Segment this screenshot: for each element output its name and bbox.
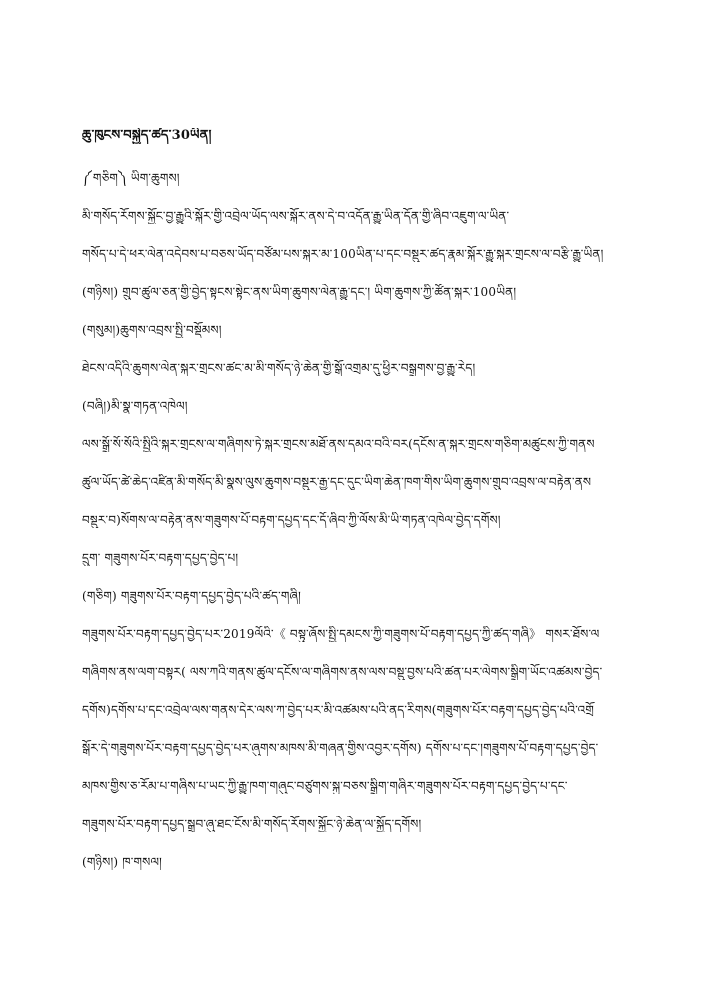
subsection-heading: ༼གཅིག༽ ཡིག་ཆུགས།	[82, 171, 180, 185]
subsection-heading: (གཅིག) གཟུགས་པོར་བརྟག་དཔྱད་བྱེད་པའི་ཚད་གཞི།	[82, 589, 301, 603]
body-text-line: དགོས)དགོས་པ་དང་འབྲེལ་ལས་གནས་དེར་ལས་ཀ་བྱེད་པར་མི་འཚམས་པའི་ནད་རིགས(གཟུགས་པོར་བརྟག་དཔྱད་བྱེད་པའི་འགྲོ	[82, 703, 595, 717]
body-text-line: བསྡུར་བ)སོགས་ལ་བརྟེན་ནས་གཟུགས་པོ་བརྟག་དཔྱད་དང་དོ་ཞིབ་ཀྱི་ལོས་མི་ཡི་གཏན་འཁེལ་བྱེད་དགོས།	[82, 513, 501, 527]
body-text-line: ཐེངས་འདིའི་ཆུགས་ལེན་སྐར་གྲངས་ཚང་མ་མི་གསོད་ཉེ་ཆེན་གྱི་སྒོ་འགྲམ་དུ་ཕྱིར་བསྒྲགས་བྱ་རྒྱུ་རེད།	[82, 361, 476, 375]
subsection-heading: (བཞི།)མི་སྣ་གཏན་འཁེལ།	[82, 399, 188, 413]
body-text-line: (གཉིས།) གྲུབ་ཚུལ་ཅན་གྱི་བྱེད་སྟངས་སྟེང་ནས་ཡིག་ཆུགས་ལེན་རྒྱུ་དང་། ཡིག་ཆུགས་ཀྱི་ཚོན་སྐར་100ཡིན།	[82, 285, 517, 299]
body-text-line: མཁས་གྱིས་ཅ་རོམ་པ་གཞིས་པ་ཡང་ཀྱི་རྒྱུ་ཁག་གཞུང་བཙུགས་སྐུ་བཅས་སྒྲིག་གཞིར་གཟུགས་པོར་བརྟག་དཔྱད་བྱེད་པ་དང་	[82, 779, 568, 793]
body-text-line: མི་གསོད་རོགས་སྐྱོང་བྱ་རྒྱུའི་སྐོར་གྱི་འབྲེལ་ཡོད་ལས་སྐོར་ནས་དེ་བ་འདོན་རྒྱུ་ཡིན་དོན་གྱི་ཞིབ་འཇུག་ལ་ཡིན་	[82, 209, 510, 223]
subsection-heading: (གསུམ།)ཆུགས་འབྲས་སྤྱི་བསྡོམས།	[82, 323, 222, 337]
body-text-line: ལས་སྒྲོ་སོ་སོའི་སྤྱིའི་སྐར་གྲངས་ལ་གཞིགས་ཏེ་སྐར་གྲངས་མཐོ་ནས་དམའ་བའི་བར(དངོས་ན་སྐར་གྲངས་གཅིག་མཚུངས་ཀྱི་གནས	[82, 437, 595, 451]
body-text-line: སྒོར་དེ་གཟུགས་པོར་བརྟག་དཔྱད་བྱེད་པར་ཞུགས་མཁས་མི་གཞན་གྱིས་འབྱར་དགོས) དགོས་པ་དང་།གཟུགས་པོ་བརྟག་དཔྱད་བྱེད་	[82, 741, 599, 755]
body-text-line: གཟུགས་པོར་བརྟག་དཔྱད་བྱེད་པར་2019ལོའི་《 བསྟུ་ཞོས་སྤྱི་དམངས་ཀྱི་གཟུགས་པོ་བརྟག་དཔྱད་ཀྱི་ཚད་གཞི》 གསར་ཐོས་ལ	[82, 627, 600, 641]
body-text-line: ཚུལ་ཡོད་ཚེ་ཆེད་འཛིན་མི་གསོད་མི་སྣས་ལུས་ཆུགས་བསྡུར་རྒྱ་དང་དུང་ཡིག་ཆེན་ཁག་གིས་ཡིག་ཆུགས་གྲུབ་འབྲས་ལ་བརྟེན་ནས	[82, 475, 592, 489]
body-text-line: གསོད་པ་དེ་ཕར་ལེན་འདེབས་པ་བཅས་ཡོད་བཙོམ་པས་སྐར་མ་100ཡིན་པ་དང་བསྡུར་ཚད་རྣམ་སྐོར་རྒྱུ་སྐར་གྲངས་ལ་བརྩི་རྒྱུ་ཡིན།	[82, 247, 604, 261]
section-heading: ཆུ་ཁུངས་བསྐྱེད་ཚད་30ཡིན།	[82, 128, 212, 143]
body-text-line: གཟུགས་པོར་བརྟག་དཔྱད་སྒྲུབ་ཞུ་ཐང་ངོས་མི་གསོད་རོགས་སྐྱོང་ཉེ་ཆེན་ལ་སྐྱོད་དགོས།	[82, 817, 422, 831]
section-heading: དྲུག་ གཟུགས་པོར་བརྟག་དཔྱད་བྱེད་པ།	[82, 551, 239, 565]
body-text-line: གཞིགས་ནས་ལག་བསྟར( ལས་ཀའི་གནས་ཚུལ་དངོས་ལ་གཞིགས་ནས་ལས་བསྡུ་བྱས་པའི་ཚན་པར་ལེགས་སྒྲིག་ཡོང་འཚམས་བྱེད་	[82, 665, 603, 679]
subsection-heading: (གཉིས།) ཁ་གསལ།	[82, 855, 163, 869]
